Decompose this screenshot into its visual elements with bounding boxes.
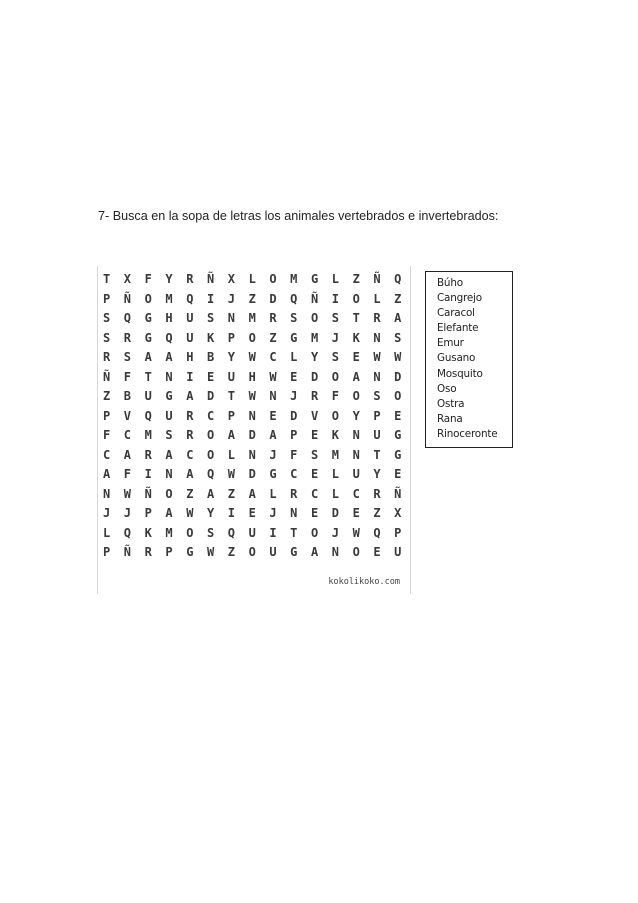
grid-letter: V — [310, 408, 319, 423]
grid-letter: M — [165, 291, 173, 306]
grid-letter: Q — [123, 525, 132, 540]
grid-letter: T — [103, 272, 111, 286]
grid-letter: J — [227, 291, 236, 306]
grid-letter: P — [165, 545, 173, 559]
word-list-item: Caracol — [437, 307, 475, 320]
grid-letter: F — [331, 389, 339, 403]
grid-letter: E — [310, 467, 319, 481]
grid-letter: P — [290, 428, 298, 442]
grid-letter: K — [352, 330, 360, 345]
grid-letter: E — [248, 506, 256, 520]
grid-letter: S — [206, 311, 215, 325]
grid-letter: L — [248, 272, 256, 286]
grid-letter: G — [290, 330, 298, 345]
word-list-item: Rinoceronte — [437, 427, 498, 440]
grid-letter: S — [331, 311, 339, 325]
grid-letter: J — [269, 447, 277, 462]
grid-letter: Z — [227, 545, 236, 559]
grid-letter: R — [123, 330, 132, 345]
grid-letter: J — [269, 506, 277, 520]
grid-letter: G — [144, 330, 152, 345]
grid-letter: O — [331, 408, 339, 423]
grid-letter: W — [248, 350, 256, 364]
grid-letter: G — [394, 428, 402, 442]
grid-letter: N — [373, 369, 381, 384]
grid-letter: A — [165, 447, 173, 462]
grid-letter: L — [227, 447, 236, 462]
grid-letter: D — [248, 428, 256, 442]
grid-letter: H — [186, 350, 194, 364]
grid-letter: C — [310, 486, 319, 501]
grid-letter: I — [227, 506, 236, 520]
grid-letter: W — [206, 545, 215, 559]
grid-letter: U — [352, 467, 360, 481]
grid-letter: Z — [248, 291, 256, 306]
grid-letter: Z — [269, 330, 277, 345]
grid-letter: C — [269, 350, 277, 364]
grid-letter: S — [165, 428, 173, 442]
grid-letter: L — [331, 486, 339, 501]
grid-letter: S — [103, 330, 111, 345]
grid-letter: A — [165, 350, 173, 364]
grid-letter: Q — [394, 272, 402, 286]
grid-letter: D — [269, 291, 277, 306]
grid-letter: W — [123, 486, 132, 501]
grid-letter: G — [310, 272, 319, 286]
grid-letter: I — [331, 291, 339, 306]
grid-letter: T — [227, 389, 236, 403]
grid-letter: R — [269, 311, 277, 325]
grid-letter: J — [331, 525, 339, 540]
grid-letter: A — [394, 311, 402, 325]
grid-letter: N — [103, 486, 111, 501]
grid-letter: D — [331, 506, 339, 520]
grid-letter: O — [248, 545, 256, 559]
grid-letter: H — [165, 311, 173, 325]
grid-letter: F — [144, 272, 152, 286]
grid-letter: J — [331, 330, 339, 345]
word-list-item: Ostra — [437, 397, 465, 410]
grid-letter: E — [394, 467, 402, 481]
grid-letter: O — [206, 428, 215, 442]
grid-letter: F — [123, 369, 132, 384]
grid-letter: O — [352, 545, 360, 559]
grid-letter: Q — [290, 291, 298, 306]
grid-letter: N — [227, 311, 236, 325]
grid-letter: U — [248, 525, 256, 540]
grid-letter: N — [290, 506, 298, 520]
grid-letter: A — [352, 369, 360, 384]
word-list-item: Mosquito — [437, 367, 483, 380]
grid-letter: Q — [206, 467, 215, 481]
grid-letter: S — [310, 447, 319, 462]
grid-letter: T — [352, 311, 360, 325]
grid-letter: O — [352, 389, 360, 403]
grid-letter: Y — [373, 467, 381, 481]
grid-letter: S — [290, 311, 298, 325]
grid-letter: T — [144, 369, 152, 384]
word-search-puzzle — [97, 266, 411, 594]
grid-letter: U — [373, 428, 381, 442]
grid-letter: Ñ — [123, 291, 132, 306]
grid-letter: A — [144, 350, 152, 364]
grid-letter: V — [123, 408, 132, 423]
source-credit: kokolikoko.com — [328, 577, 400, 587]
grid-letter: A — [269, 428, 277, 442]
grid-letter: K — [331, 428, 339, 442]
grid-letter: O — [248, 330, 256, 345]
grid-letter: S — [103, 311, 111, 325]
grid-letter: Ñ — [373, 272, 381, 286]
grid-letter: C — [352, 486, 360, 501]
grid-letter: L — [331, 467, 339, 481]
grid-letter: R — [103, 350, 111, 364]
grid-letter: E — [206, 369, 215, 384]
word-list-item: Gusano — [437, 352, 476, 365]
grid-letter: A — [310, 545, 319, 559]
grid-letter: U — [269, 545, 277, 559]
grid-letter: D — [310, 369, 319, 384]
grid-letter: Ñ — [144, 486, 152, 501]
grid-letter: R — [290, 486, 298, 501]
grid-letter: I — [186, 369, 194, 384]
grid-letter: G — [165, 389, 173, 403]
grid-letter: N — [248, 447, 256, 462]
word-list-item: Búho — [437, 277, 463, 289]
grid-letter: F — [123, 467, 132, 481]
grid-letter: E — [290, 369, 298, 384]
grid-letter: C — [123, 428, 132, 442]
grid-letter: C — [103, 447, 111, 462]
grid-letter: O — [331, 369, 339, 384]
grid-letter: Q — [123, 311, 132, 325]
grid-letter: T — [373, 447, 381, 462]
grid-letter: Z — [394, 291, 402, 306]
grid-letter: X — [123, 272, 132, 286]
grid-letter: L — [331, 272, 339, 286]
grid-letter: W — [373, 350, 381, 364]
grid-letter: O — [310, 525, 319, 540]
word-list — [425, 271, 513, 448]
grid-letter: N — [352, 447, 360, 462]
grid-letter: M — [248, 311, 256, 325]
grid-letter: W — [269, 369, 277, 384]
grid-letter: E — [310, 506, 319, 520]
grid-letter: L — [290, 350, 298, 364]
grid-letter: Z — [373, 506, 381, 520]
grid-letter: J — [290, 389, 298, 403]
grid-letter: N — [248, 408, 256, 423]
grid-letter: M — [165, 525, 173, 540]
grid-letter: B — [206, 350, 215, 364]
grid-letter: S — [331, 350, 339, 364]
grid-letter: A — [206, 486, 215, 501]
grid-letter: R — [310, 389, 319, 403]
grid-letter: B — [123, 389, 132, 403]
grid-letter: Y — [165, 272, 173, 286]
grid-letter: U — [186, 330, 194, 345]
grid-letter: P — [103, 291, 111, 306]
exercise-instruction: 7- Busca en la sopa de letras los animales vertebrados e invertebrados: — [98, 209, 499, 223]
grid-letter: Y — [352, 408, 360, 423]
grid-letter: R — [186, 272, 194, 286]
word-list-item: Rana — [437, 412, 463, 425]
grid-letter: G — [394, 447, 402, 462]
grid-letter: A — [186, 389, 194, 403]
grid-letter: S — [206, 525, 215, 540]
grid-letter: G — [290, 545, 298, 559]
grid-letter: Y — [227, 350, 236, 364]
grid-letter: N — [269, 389, 277, 403]
grid-letter: Q — [373, 525, 381, 540]
grid-letter: E — [269, 408, 277, 423]
grid-letter: L — [103, 525, 111, 540]
grid-letter: P — [227, 408, 236, 423]
grid-letter: E — [373, 545, 381, 559]
grid-letter: I — [269, 525, 277, 540]
grid-letter: N — [352, 428, 360, 442]
grid-letter: J — [103, 506, 111, 520]
grid-letter: P — [103, 545, 111, 559]
grid-letter: A — [165, 506, 173, 520]
grid-letter: O — [165, 486, 173, 501]
grid-letter: F — [103, 428, 111, 442]
grid-letter: Ñ — [103, 369, 111, 384]
grid-letter: E — [352, 350, 360, 364]
grid-letter: E — [352, 506, 360, 520]
grid-letter: T — [290, 525, 298, 540]
grid-letter: S — [123, 350, 132, 364]
grid-letter: G — [186, 545, 194, 559]
grid-letter: R — [373, 486, 381, 501]
grid-letter: W — [394, 350, 402, 364]
word-list-item: Emur — [437, 337, 464, 350]
grid-letter: Y — [310, 350, 319, 364]
grid-letter: K — [144, 525, 152, 540]
grid-letter: D — [290, 408, 298, 423]
grid-letter: E — [310, 428, 319, 442]
grid-letter: J — [123, 506, 132, 520]
grid-letter: A — [123, 447, 132, 462]
grid-letter: M — [331, 447, 339, 462]
grid-letter: O — [310, 311, 319, 325]
grid-letter: P — [103, 408, 111, 423]
letter-grid — [103, 270, 415, 563]
grid-letter: E — [394, 408, 402, 423]
grid-letter: N — [331, 545, 339, 559]
grid-letter: A — [248, 486, 256, 501]
grid-letter: M — [144, 428, 152, 442]
grid-letter: S — [394, 330, 402, 345]
grid-letter: A — [227, 428, 236, 442]
grid-letter: Q — [186, 291, 194, 306]
word-list-item: Elefante — [437, 322, 479, 335]
grid-letter: L — [373, 291, 381, 306]
grid-letter: P — [144, 506, 152, 520]
grid-letter: O — [206, 447, 215, 462]
grid-letter: M — [290, 272, 298, 286]
grid-letter: W — [227, 467, 236, 481]
grid-letter: S — [373, 389, 381, 403]
grid-letter: O — [269, 272, 277, 286]
grid-letter: R — [373, 311, 381, 325]
grid-letter: R — [144, 545, 152, 559]
grid-letter: Z — [352, 272, 360, 286]
grid-letter: U — [144, 389, 152, 403]
grid-letter: X — [227, 272, 236, 286]
grid-letter: P — [394, 525, 402, 540]
grid-letter: R — [186, 428, 194, 442]
grid-letter: W — [248, 389, 256, 403]
grid-letter: Z — [103, 389, 111, 403]
grid-letter: Ñ — [310, 291, 319, 306]
grid-letter: A — [103, 467, 111, 481]
grid-letter: L — [269, 486, 277, 501]
grid-letter: M — [310, 330, 319, 345]
grid-letter: I — [206, 291, 215, 306]
grid-letter: O — [394, 389, 402, 403]
grid-letter: W — [186, 506, 194, 520]
grid-letter: H — [248, 369, 256, 384]
word-list-item: Oso — [437, 382, 457, 395]
grid-letter: X — [394, 506, 402, 520]
grid-letter: P — [227, 330, 236, 345]
grid-letter: W — [352, 525, 360, 540]
grid-letter: P — [373, 408, 381, 423]
grid-letter: D — [394, 369, 402, 384]
grid-letter: O — [352, 291, 360, 306]
grid-letter: G — [144, 311, 152, 325]
grid-letter: Z — [227, 486, 236, 501]
grid-letter: O — [186, 525, 194, 540]
grid-letter: U — [165, 408, 173, 423]
grid-letter: C — [186, 447, 194, 462]
grid-letter: C — [290, 467, 298, 481]
grid-letter: R — [186, 408, 194, 423]
grid-letter: D — [206, 389, 215, 403]
grid-letter: G — [269, 467, 277, 481]
grid-letter: N — [373, 330, 381, 345]
grid-letter: U — [227, 369, 236, 384]
grid-letter: R — [144, 447, 152, 462]
grid-letter: N — [165, 467, 173, 481]
grid-letter: U — [186, 311, 194, 325]
grid-letter: I — [144, 467, 152, 481]
grid-letter: C — [206, 408, 215, 423]
word-list-item: Cangrejo — [437, 292, 482, 305]
grid-letter: D — [248, 467, 256, 481]
grid-letter: F — [290, 447, 298, 462]
grid-letter: A — [186, 467, 194, 481]
grid-letter: Q — [165, 330, 173, 345]
grid-letter: O — [144, 291, 152, 306]
grid-letter: N — [165, 369, 173, 384]
grid-letter: Ñ — [123, 545, 132, 559]
grid-letter: Q — [144, 408, 152, 423]
grid-letter: Ñ — [394, 486, 402, 501]
grid-letter: K — [206, 330, 215, 345]
grid-letter: Q — [227, 525, 236, 540]
grid-letter: Z — [186, 486, 194, 501]
grid-letter: Ñ — [206, 272, 215, 286]
grid-letter: Y — [206, 506, 215, 520]
grid-letter: U — [394, 545, 402, 559]
